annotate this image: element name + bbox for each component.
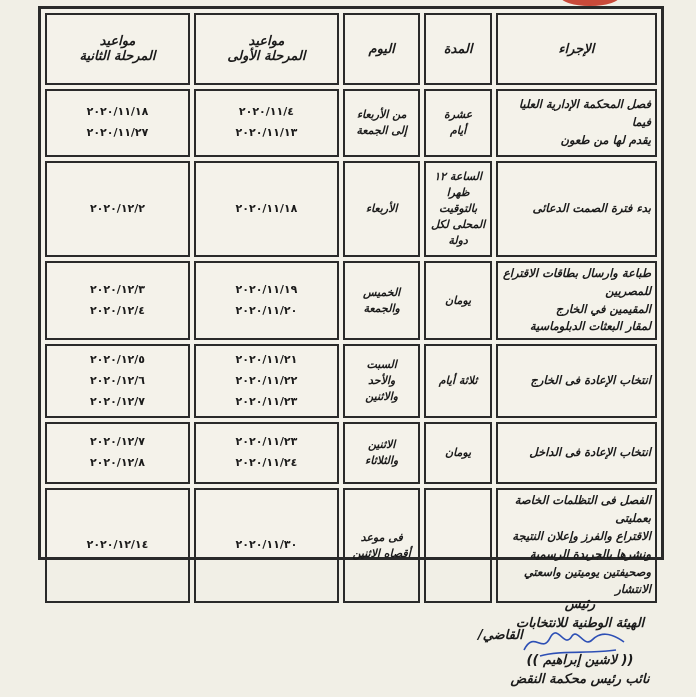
duration-line: عشرة (443, 108, 473, 122)
header-procedure: الإجراء (496, 13, 657, 85)
duration-cell (424, 344, 491, 418)
procedure-line: طباعة وارسال بطاقات الاقتراع للمصريين (502, 266, 651, 298)
procedure-line: يقدم لها من طعون (560, 132, 651, 147)
phase2-dates-line: ٢٠٢٠/١٢/٧ (89, 435, 145, 449)
day-cell (343, 161, 421, 257)
table-row (45, 422, 657, 484)
procedure-line: فصل المحكمة الإدارية العليا فيما (518, 97, 651, 130)
phase1-dates-line: ٢٠٢٠/١١/٢٣ (235, 435, 298, 449)
duration-line: دولة (448, 233, 468, 247)
procedure-line: الاقتراع والفرز وإعلان النتيجة (512, 528, 651, 543)
duration-line: بالتوقيت (439, 202, 478, 216)
phase2-dates-cell (45, 89, 190, 157)
day-line: من الأربعاء (356, 108, 407, 122)
phase2-dates-line: ٢٠٢٠/١٢/١٤ (86, 538, 149, 552)
phase2-dates-line: ٢٠٢٠/١٢/٥ (89, 352, 145, 366)
header-phase2-line2: المرحلة الثانية (79, 49, 156, 64)
day-cell (343, 488, 421, 603)
table-row (45, 89, 657, 157)
phase2-dates-line: ٢٠٢٠/١٢/٦ (89, 373, 145, 387)
procedure-cell (496, 422, 657, 484)
phase1-dates-line: ٢٠٢٠/١١/١٨ (235, 201, 298, 215)
phase2-dates-line: ٢٠٢٠/١١/١٨ (86, 105, 149, 119)
day-cell (343, 344, 421, 418)
header-phase1-line2: المرحلة الأولى (227, 49, 306, 64)
phase1-dates-line: ٢٠٢٠/١١/٢٢ (235, 373, 298, 387)
judge-label: القاضي/ (478, 628, 523, 643)
phase1-dates-line: ٢٠٢٠/١١/٢٠ (235, 303, 298, 317)
phase1-dates-line: ٢٠٢٠/١١/٢٤ (235, 456, 298, 470)
phase2-dates-line: ٢٠٢٠/١٢/٤ (89, 303, 145, 317)
signature-title: رئيس (564, 597, 596, 612)
procedure-cell (496, 488, 657, 603)
duration-line: المحلى لكل (430, 217, 486, 231)
procedure-line: انتخاب الإعادة فى الخارج (530, 373, 651, 388)
duration-line: الساعة ١٢ (434, 170, 482, 184)
schedule-table-frame (38, 6, 664, 597)
phase2-dates-line: ٢٠٢٠/١٢/٣ (89, 282, 145, 296)
procedure-line: بدء فترة الصمت الدعائى (532, 201, 651, 216)
day-line: الخميس (363, 285, 401, 299)
handwritten-signature (520, 620, 630, 664)
phase1-dates-line: ٢٠٢٠/١١/٤ (238, 105, 294, 119)
day-line: والأحد (368, 374, 396, 388)
phase2-dates-line: ٢٠٢٠/١٢/٧ (89, 394, 145, 408)
signature-body: الهيئة الوطنية للانتخابات (515, 615, 645, 631)
procedure-line: انتخاب الإعادة فى الداخل (529, 445, 651, 460)
phase1-dates-line: ٢٠٢٠/١١/١٣ (235, 126, 298, 139)
duration-cell (424, 261, 491, 340)
day-line: والثلاثاء (365, 454, 399, 468)
phase1-dates-line: ٢٠٢٠/١١/٢٣ (235, 394, 298, 408)
phase1-dates-line: ٢٠٢٠/١١/٢١ (235, 352, 298, 366)
duration-cell (424, 422, 491, 484)
procedure-cell (496, 89, 657, 157)
header-phase1-line1: مواعيد (248, 34, 285, 49)
day-line: إلى الجمعة (356, 124, 407, 137)
phase2-dates-cell (45, 422, 190, 484)
day-line: والجمعة (363, 301, 400, 315)
duration-cell (424, 488, 491, 603)
phase1-dates-cell (194, 89, 339, 157)
header-duration: المدة (424, 13, 491, 85)
duration-line: ظهرا (446, 186, 470, 200)
header-phase2 (45, 13, 190, 85)
day-cell (343, 261, 421, 340)
phase2-dates-line: ٢٠٢٠/١١/٢٧ (86, 126, 149, 139)
phase2-dates-line: ٢٠٢٠/١٢/٨ (89, 456, 145, 470)
procedure-line: وصحيفتين يوميتين واسعتي الانتشار (523, 564, 651, 597)
phase2-dates-cell (45, 261, 190, 340)
day-line: والاثنين (365, 390, 398, 404)
duration-cell (424, 89, 491, 157)
duration-line: يومان (445, 293, 472, 307)
phase1-dates-cell (194, 261, 339, 340)
procedure-line: ونشرها بالجريدة الرسمية (529, 546, 651, 561)
table-row (45, 161, 657, 257)
phase2-dates-cell (45, 488, 190, 603)
procedure-cell (496, 344, 657, 418)
procedure-line: لمقار البعثات الدبلوماسية (529, 319, 651, 334)
header-row (45, 13, 657, 85)
phase1-dates-line: ٢٠٢٠/١١/٣٠ (235, 538, 298, 552)
duration-cell (424, 161, 491, 257)
signature-position: نائب رئيس محكمة النقض (510, 671, 650, 687)
header-phase1 (194, 13, 339, 85)
procedure-cell (496, 261, 657, 340)
phase2-dates-cell (45, 344, 190, 418)
phase1-dates-cell (194, 161, 339, 257)
day-line: فى موعد (360, 530, 403, 544)
table-row (45, 344, 657, 418)
signature-name: (( لاشين إبراهيم )) (526, 652, 634, 668)
phase2-dates-cell (45, 161, 190, 257)
day-cell (343, 89, 421, 157)
day-line: الاثنين (367, 438, 396, 452)
phase1-dates-cell (194, 344, 339, 418)
duration-line: أيام (449, 124, 467, 137)
table-row (45, 488, 657, 603)
phase2-dates-line: ٢٠٢٠/١٢/٢ (89, 201, 145, 215)
phase1-dates-cell (194, 488, 339, 603)
day-line: الأربعاء (365, 202, 398, 216)
duration-line: ثلاثة أيام (438, 374, 478, 388)
day-line: أقصاه الاثنين (352, 546, 411, 560)
day-cell (343, 422, 421, 484)
procedure-line: الفصل فى التظلمات الخاصة بعمليتى (514, 493, 651, 526)
procedure-line: المقيمين في الخارج (555, 301, 651, 316)
table-row (45, 261, 657, 340)
duration-line: يومان (445, 446, 472, 460)
day-line: السبت (366, 358, 397, 372)
phase1-dates-line: ٢٠٢٠/١١/١٩ (235, 282, 298, 296)
phase1-dates-cell (194, 422, 339, 484)
header-day: اليوم (343, 13, 421, 85)
header-phase2-line1: مواعيد (99, 34, 136, 49)
procedure-cell (496, 161, 657, 257)
schedule-table (41, 9, 661, 607)
